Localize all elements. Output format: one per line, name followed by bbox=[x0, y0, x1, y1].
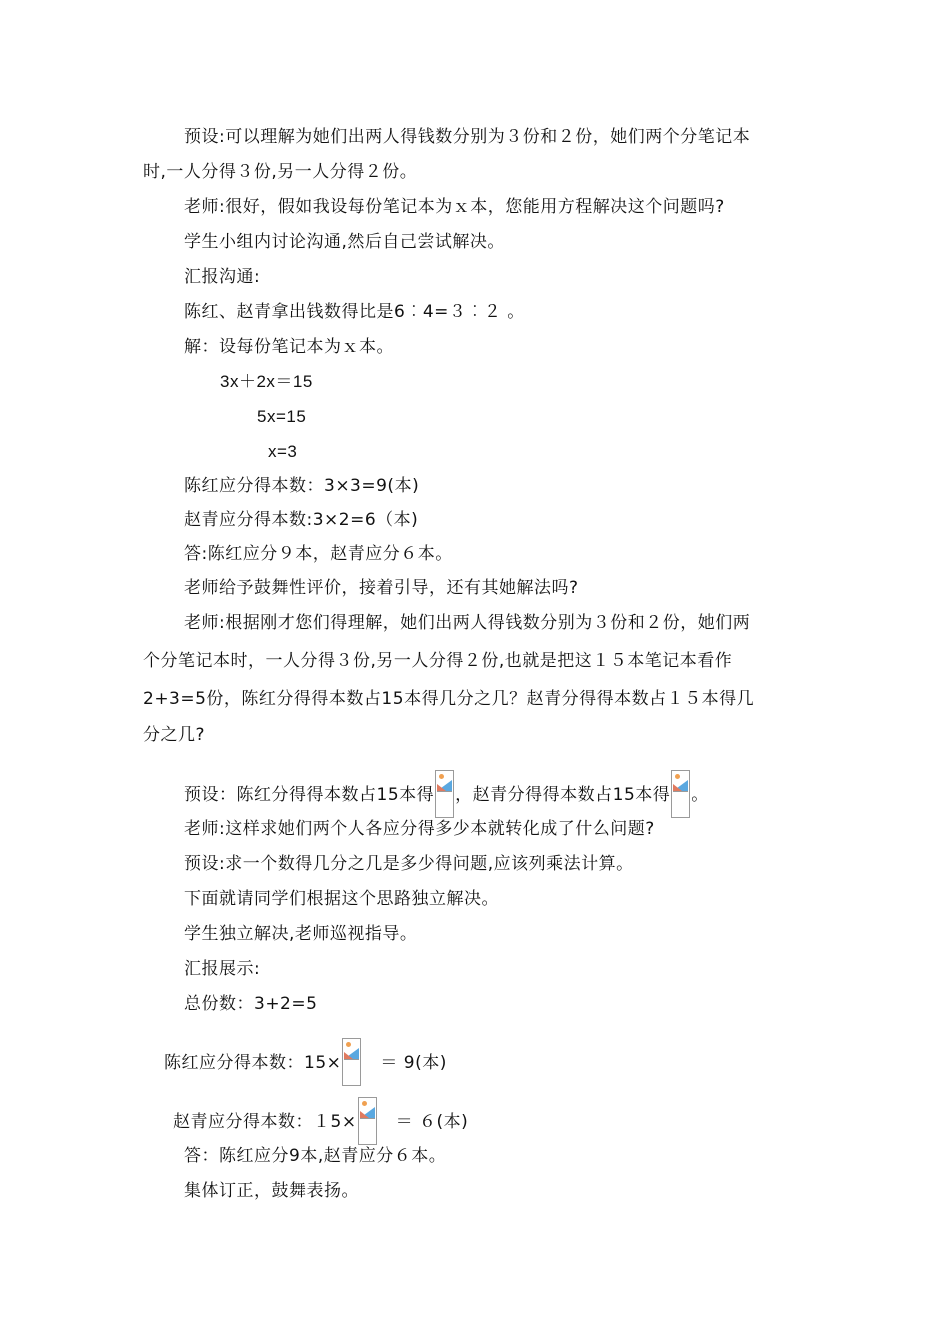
paragraph-line: 个分笔记本时，一人分得３份,另一人分得２份,也就是把这１５本笔记本看作 bbox=[143, 651, 733, 671]
paragraph-line-with-fractions bbox=[184, 770, 709, 818]
paragraph-line: 答:陈红应分９本，赵青应分６本。 bbox=[184, 544, 453, 564]
fraction-image-icon bbox=[435, 770, 454, 818]
paragraph-line: 分之几? bbox=[143, 725, 206, 745]
paragraph-line: 时,一人分得３份,另一人分得２份。 bbox=[143, 162, 418, 182]
paragraph-line: 答：陈红应分9本,赵青应分６本。 bbox=[184, 1146, 447, 1166]
paragraph-line-with-fraction bbox=[164, 1038, 447, 1086]
paragraph-line: 老师:这样求她们两个人各应分得多少本就转化成了什么问题? bbox=[184, 819, 655, 839]
text-segment: ＝ 9(本) bbox=[380, 1053, 447, 1073]
paragraph-line: 下面就请同学们根据这个思路独立解决。 bbox=[184, 889, 499, 909]
text-segment: 陈红应分得本数：15× bbox=[164, 1053, 342, 1073]
paragraph-line: 汇报展示: bbox=[184, 959, 261, 979]
paragraph-line: 老师:很好，假如我设每份笔记本为ｘ本，您能用方程解决这个问题吗? bbox=[184, 197, 725, 217]
equation-line: 3x＋2x＝15 bbox=[220, 372, 313, 391]
fraction-image-icon bbox=[358, 1097, 377, 1145]
text-segment: ，赵青分得得本数占15本得 bbox=[455, 785, 671, 805]
paragraph-line-with-fraction bbox=[173, 1097, 468, 1145]
paragraph-line: 解：设每份笔记本为ｘ本。 bbox=[184, 337, 394, 357]
text-segment: ＝ ６(本) bbox=[395, 1112, 469, 1132]
text-segment: 赵青应分得本数：１5× bbox=[173, 1112, 357, 1132]
text-segment: 。 bbox=[691, 785, 709, 805]
fraction-image-icon bbox=[671, 770, 690, 818]
paragraph-line: 学生小组内讨论沟通,然后自己尝试解决。 bbox=[184, 232, 505, 252]
paragraph-line: 学生独立解决,老师巡视指导。 bbox=[184, 924, 418, 944]
paragraph-line: 赵青应分得本数:3×2=6（本) bbox=[184, 510, 419, 530]
paragraph-line: 陈红、赵青拿出钱数得比是6︰4=３︰２ 。 bbox=[184, 302, 525, 322]
fraction-image-icon bbox=[342, 1038, 361, 1086]
paragraph-line: 预设:可以理解为她们出两人得钱数分别为３份和２份，她们两个分笔记本 bbox=[184, 127, 751, 147]
text-segment: 预设：陈红分得得本数占15本得 bbox=[184, 785, 435, 805]
equation-line: 5x=15 bbox=[257, 407, 307, 426]
paragraph-line: 老师给予鼓舞性评价，接着引导，还有其她解法吗? bbox=[184, 578, 579, 598]
paragraph-line: 总份数：3+2=5 bbox=[184, 994, 318, 1014]
paragraph-line: 老师:根据刚才您们得理解，她们出两人得钱数分别为３份和２份，她们两 bbox=[184, 613, 751, 633]
paragraph-line: 2+3=5份，陈红分得得本数占15本得几分之几？赵青分得得本数占１５本得几 bbox=[143, 689, 755, 709]
paragraph-line: 集体订正，鼓舞表扬。 bbox=[184, 1181, 359, 1201]
paragraph-line: 陈红应分得本数：3×3=9(本) bbox=[184, 476, 420, 496]
paragraph-line: 汇报沟通: bbox=[184, 267, 261, 287]
paragraph-line: 预设:求一个数得几分之几是多少得问题,应该列乘法计算。 bbox=[184, 854, 634, 874]
equation-line: x=3 bbox=[268, 442, 298, 461]
